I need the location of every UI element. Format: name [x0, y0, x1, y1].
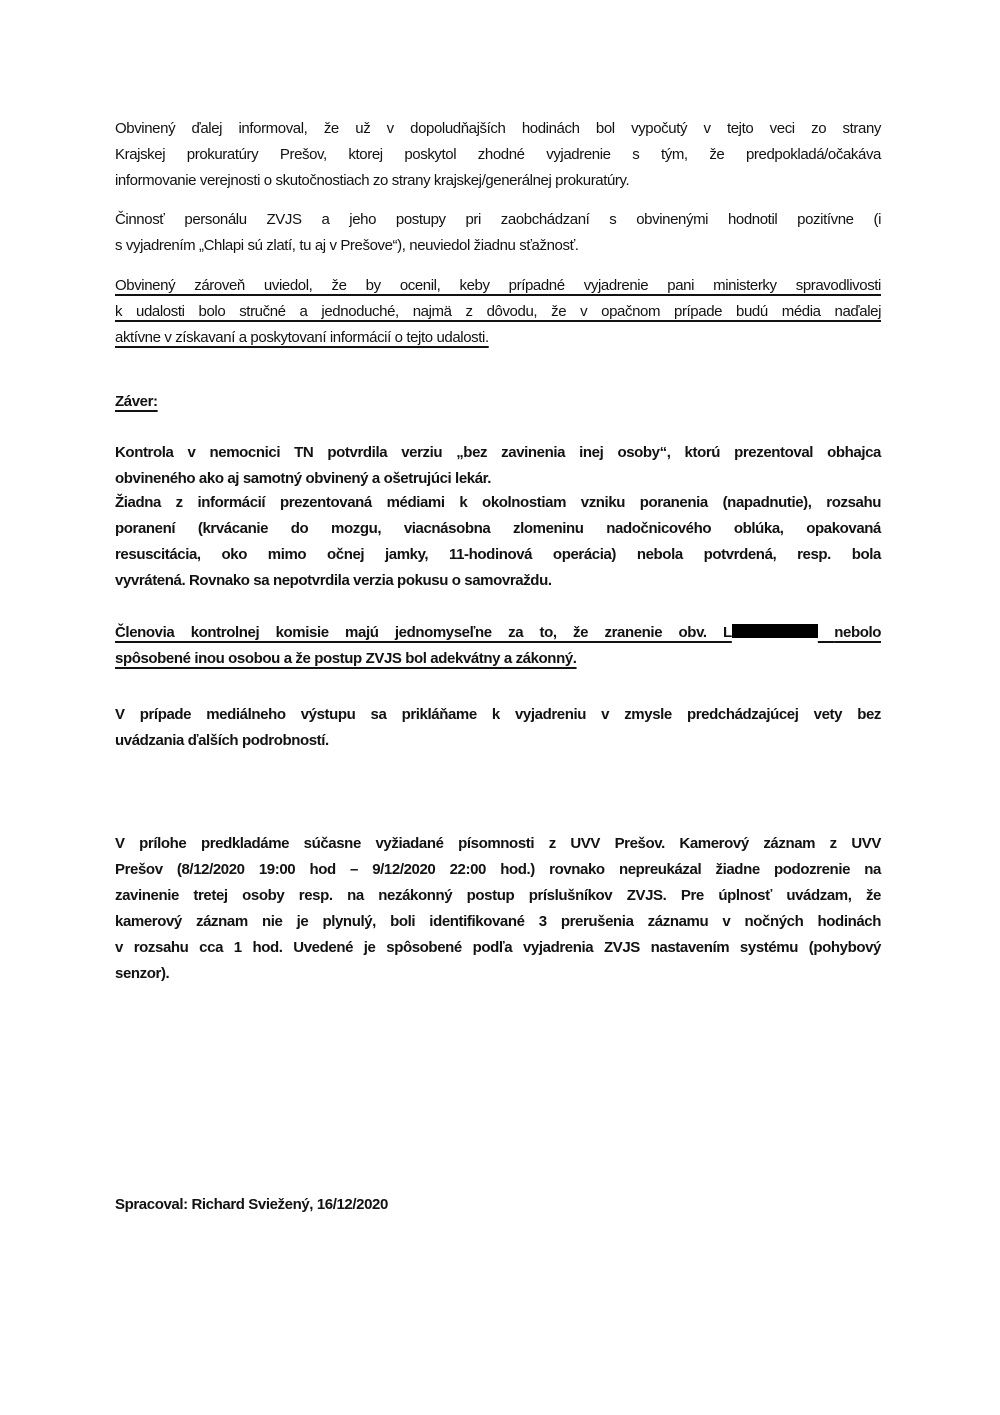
paragraph-4-line-2: obvineného ako aj samotný obvinený a ošetrujúci lekár. — [115, 470, 492, 487]
paragraph-7 — [115, 702, 881, 754]
paragraph-5-line-2: poranení (krvácanie do mozgu, viacnásobna zlomeninu nadočnicového oblúka, opakovaná — [115, 520, 881, 537]
paragraph-7-line-2: uvádzania ďalších podrobností. — [115, 732, 329, 749]
redaction-box — [732, 624, 818, 638]
paragraph-6-line-1-before-redaction: Členovia kontrolnej komisie majú jednomyseľne za to, že zranenie obv. L — [115, 624, 732, 641]
paragraph-1-line-3: informovanie verejnosti o skutočnostiach zo strany krajskej/generálnej prokuratúry. — [115, 172, 630, 189]
paragraph-8 — [115, 831, 881, 987]
paragraph-3-line-3: aktívne v získavaní a poskytovaní informácií o tejto udalosti. — [115, 329, 489, 346]
paragraph-2-line-2: s vyjadrením „Chlapi sú zlatí, tu aj v Prešove“), neuviedol žiadnu sťažnosť. — [115, 237, 579, 254]
paragraph-8-line-3: zavinenie tretej osoby resp. na nezákonný postup príslušníkov ZVJS. Pre úplnosť uvádzam, že — [115, 887, 881, 904]
paragraph-2-line-1: Činnosť personálu ZVJS a jeho postupy pri zaobchádzaní s obvinenými hodnotil pozitívne (i — [115, 211, 881, 228]
conclusion-heading-text: Záver: — [115, 393, 158, 410]
paragraph-8-line-4: kamerový záznam nie je plynulý, boli identifikované 3 prerušenia záznamu v nočných hodinách — [115, 913, 881, 930]
paragraph-8-line-5: v rozsahu cca 1 hod. Uvedené je spôsobené podľa vyjadrenia ZVJS nastavením systému (pohybový — [115, 939, 881, 956]
paragraph-1-line-2: Krajskej prokuratúry Prešov, ktorej poskytol zhodné vyjadrenie s tým, že predpokladá/očakáva — [115, 146, 881, 163]
paragraph-7-line-1: V prípade mediálneho výstupu sa prikláňame k vyjadreniu v zmysle predchádzajúcej vety bez — [115, 706, 881, 723]
paragraph-8-line-2: Prešov (8/12/2020 19:00 hod – 9/12/2020 22:00 hod.) rovnako nepreukázal žiadne podozrenie na — [115, 861, 881, 878]
conclusion-heading — [115, 389, 881, 415]
paragraph-6-line-2: spôsobené inou osobou a že postup ZVJS bol adekvátny a zákonný. — [115, 650, 577, 667]
paragraph-6-line-1-after-redaction: nebolo — [834, 624, 881, 641]
paragraph-6-line-1 — [115, 620, 881, 646]
paragraph-1 — [115, 116, 881, 194]
paragraph-3-line-1: Obvinený zároveň uviedol, že by ocenil, keby prípadné vyjadrenie pani ministerky spravodlivosti — [115, 277, 881, 294]
paragraph-5-line-4: vyvrátená. Rovnako sa nepotvrdila verzia pokusu o samovraždu. — [115, 572, 552, 589]
author-date-line — [115, 1192, 881, 1218]
paragraph-2 — [115, 207, 881, 259]
paragraph-3-line-2: k udalosti bolo stručné a jednoduché, najmä z dôvodu, že v opačnom prípade budú média naďalej — [115, 303, 881, 320]
paragraph-8-line-6: senzor). — [115, 965, 170, 982]
author-date-text: Spracoval: Richard Sviežený, 16/12/2020 — [115, 1196, 388, 1213]
paragraph-3-underlined — [115, 273, 881, 351]
paragraph-5-line-3: resuscitácia, oko mimo očnej jamky, 11-hodinová operácia) nebola potvrdená, resp. bola — [115, 546, 881, 563]
paragraph-1-line-1: Obvinený ďalej informoval, že už v dopoludňajších hodinách bol vypočutý v tejto veci zo strany — [115, 120, 881, 137]
paragraph-5-line-1: Žiadna z informácií prezentovaná médiami k okolnostiam vzniku poranenia (napadnutie), rozsahu — [115, 494, 881, 511]
paragraph-5 — [115, 490, 881, 594]
paragraph-4 — [115, 440, 881, 492]
paragraph-6-underlined — [115, 620, 881, 672]
paragraph-4-line-1: Kontrola v nemocnici TN potvrdila verziu „bez zavinenia inej osoby“, ktorú prezentoval obhajca — [115, 444, 881, 461]
paragraph-8-line-1: V prílohe predkladáme súčasne vyžiadané písomnosti z UVV Prešov. Kamerový záznam z UVV — [115, 835, 881, 852]
